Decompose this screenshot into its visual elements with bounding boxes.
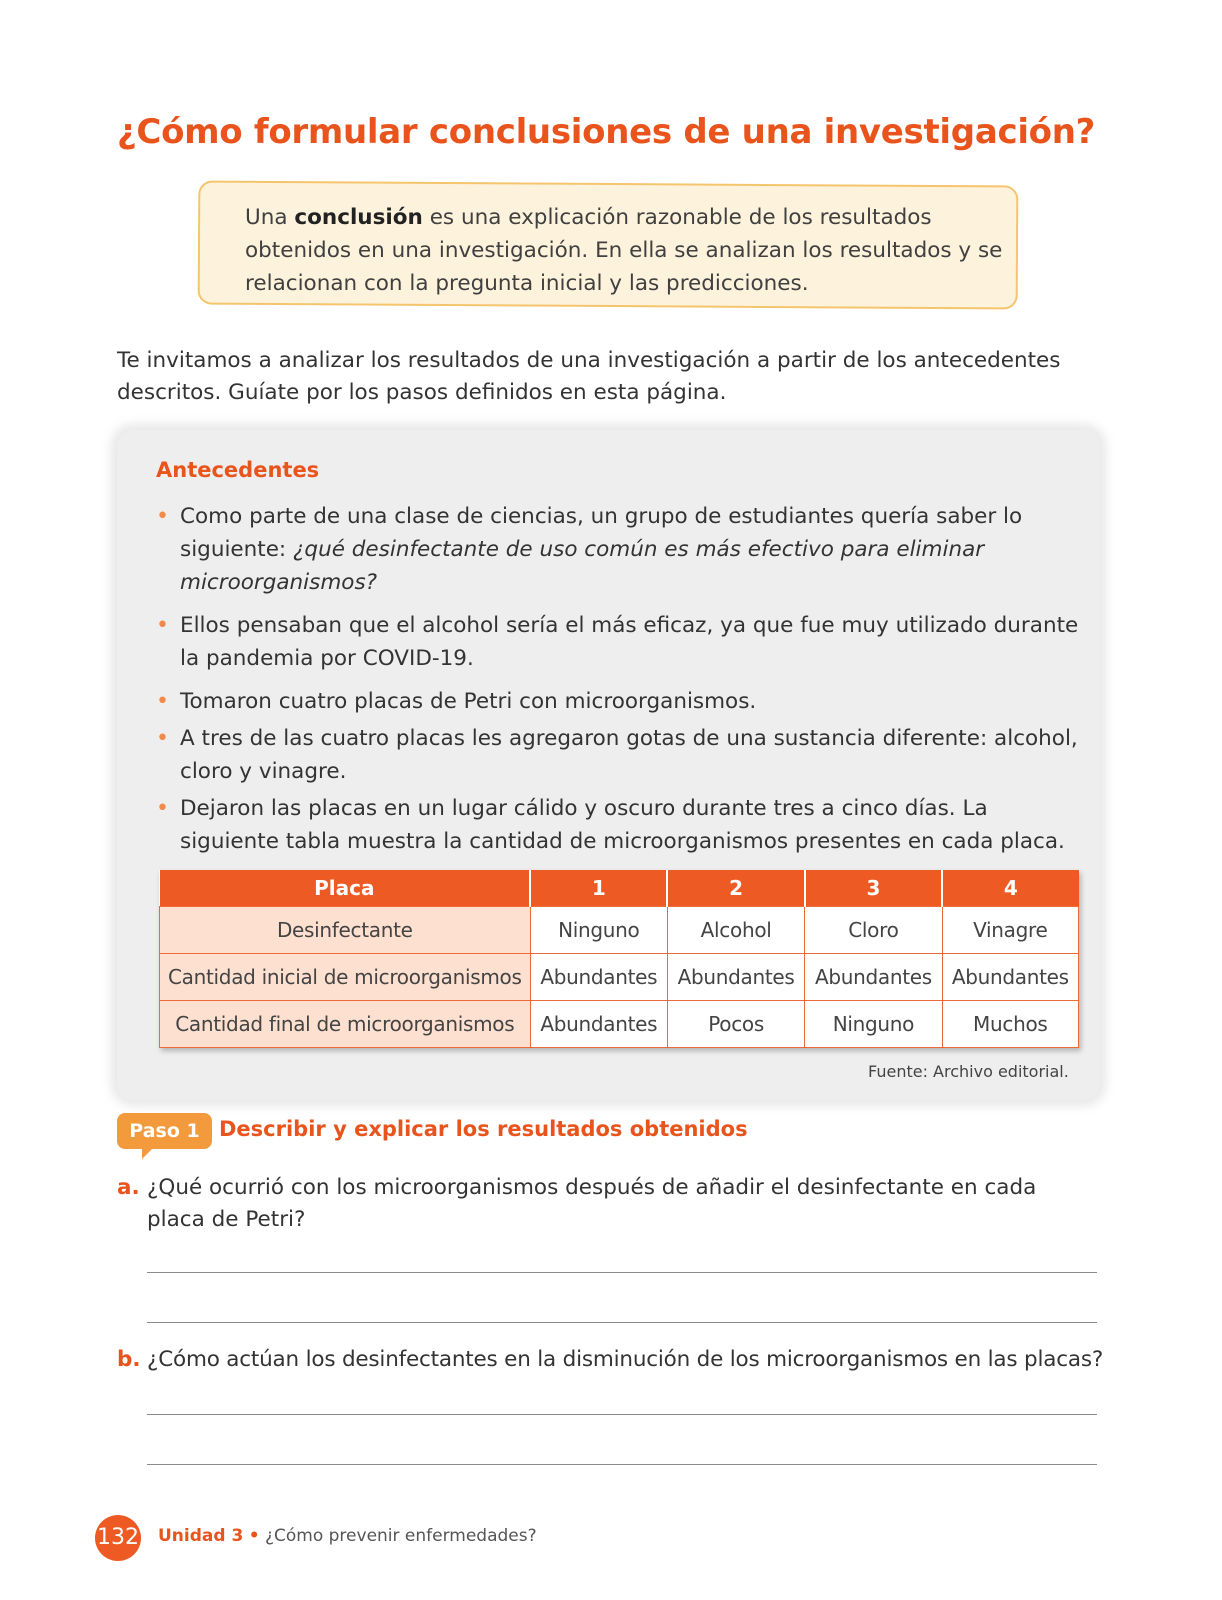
footer-separator: •	[248, 1526, 260, 1546]
table-cell: Pocos	[667, 1001, 804, 1048]
definition-term: conclusión	[294, 205, 423, 230]
bullet-icon: •	[156, 613, 169, 638]
answer-line[interactable]	[147, 1322, 1097, 1323]
definition-prefix: Una	[245, 205, 295, 230]
table-row	[160, 907, 1079, 954]
table-cell: Abundantes	[667, 954, 804, 1001]
bullet-text: Dejaron las placas en un lugar cálido y oscuro durante tres a cinco días. La siguiente tabla muestra la cantidad de microorganismos presentes en cada placa.	[180, 796, 1065, 854]
bullet-text: A tres de las cuatro placas les agregaron gotas de una sustancia diferente: alcohol, cloro y vinagre.	[180, 726, 1078, 784]
list-item	[156, 500, 1086, 599]
table-header-cell: 3	[805, 870, 942, 907]
antecedentes-list	[156, 500, 1086, 858]
table-cell: Abundantes	[530, 1001, 667, 1048]
table-cell: Vinagre	[942, 907, 1078, 954]
definition-rest: es una explicación razonable de los resultados obtenidos en una investigación. En ella se analizan los resultados y se relacionan con la pregunta inicial y las predicciones.	[245, 205, 1003, 296]
table-cell: Alcohol	[667, 907, 804, 954]
answer-line[interactable]	[147, 1272, 1097, 1273]
bullet-icon: •	[156, 504, 169, 529]
list-item	[156, 609, 1086, 675]
step-heading: Describir y explicar los resultados obtenidos	[219, 1117, 748, 1141]
bullet-text: Tomaron cuatro placas de Petri con microorganismos.	[180, 689, 757, 714]
table-header-cell: 4	[942, 870, 1078, 907]
answer-line[interactable]	[147, 1414, 1097, 1415]
table-source: Fuente: Archivo editorial.	[868, 1062, 1069, 1081]
table-header-row	[160, 870, 1079, 907]
intro-paragraph: Te invitamos a analizar los resultados de una investigación a partir de los antecedentes descritos. Guíate por los pasos definidos en esta página.	[117, 348, 1061, 405]
page-title: ¿Cómo formular conclusiones de una investigación?	[117, 112, 1096, 152]
table-row-label: Cantidad final de microorganismos	[160, 1001, 531, 1048]
page-number: 132	[95, 1515, 141, 1561]
question-b-letter: b.	[117, 1347, 141, 1372]
footer-subtitle: ¿Cómo prevenir enfermedades?	[264, 1526, 537, 1546]
speech-tail-icon	[142, 1147, 154, 1159]
antecedentes-title: Antecedentes	[156, 458, 320, 482]
list-item	[156, 722, 1086, 788]
question-a-letter: a.	[117, 1175, 140, 1200]
table-cell: Cloro	[805, 907, 942, 954]
answer-line[interactable]	[147, 1464, 1097, 1465]
results-table	[159, 870, 1079, 1048]
footer-unit: Unidad 3	[158, 1526, 244, 1546]
table-header-cell: 1	[530, 870, 667, 907]
table-row-label: Desinfectante	[160, 907, 531, 954]
research-question: ¿qué desinfectante de uso común es más efectivo para eliminar microorganismos?	[180, 537, 985, 595]
table-cell: Abundantes	[530, 954, 667, 1001]
table-header-cell: 2	[667, 870, 804, 907]
bullet-text: Ellos pensaban que el alcohol sería el más eficaz, ya que fue muy utilizado durante la pandemia por COVID-19.	[180, 613, 1079, 671]
table-cell: Ninguno	[805, 1001, 942, 1048]
step-badge: Paso 1	[117, 1113, 212, 1149]
definition-text	[245, 201, 1005, 300]
bullet-icon: •	[156, 796, 169, 821]
list-item	[156, 792, 1086, 858]
bullet-icon: •	[156, 726, 169, 751]
question-b-text: ¿Cómo actúan los desinfectantes en la disminución de los microorganismos en las placas?	[147, 1347, 1104, 1372]
table-cell: Abundantes	[805, 954, 942, 1001]
table-cell: Muchos	[942, 1001, 1078, 1048]
table-row	[160, 954, 1079, 1001]
table-row	[160, 1001, 1079, 1048]
bullet-icon: •	[156, 689, 169, 714]
table-row-label: Cantidad inicial de microorganismos	[160, 954, 531, 1001]
table-cell: Ninguno	[530, 907, 667, 954]
question-a-text: ¿Qué ocurrió con los microorganismos después de añadir el desinfectante en cada placa de Petri?	[147, 1175, 1037, 1232]
bullet-text: Como parte de una clase de ciencias, un grupo de estudiantes quería saber lo siguiente:	[180, 504, 1023, 562]
table-header-cell: Placa	[160, 870, 531, 907]
table-cell: Abundantes	[942, 954, 1078, 1001]
list-item	[156, 685, 1086, 718]
footer	[158, 1526, 537, 1546]
